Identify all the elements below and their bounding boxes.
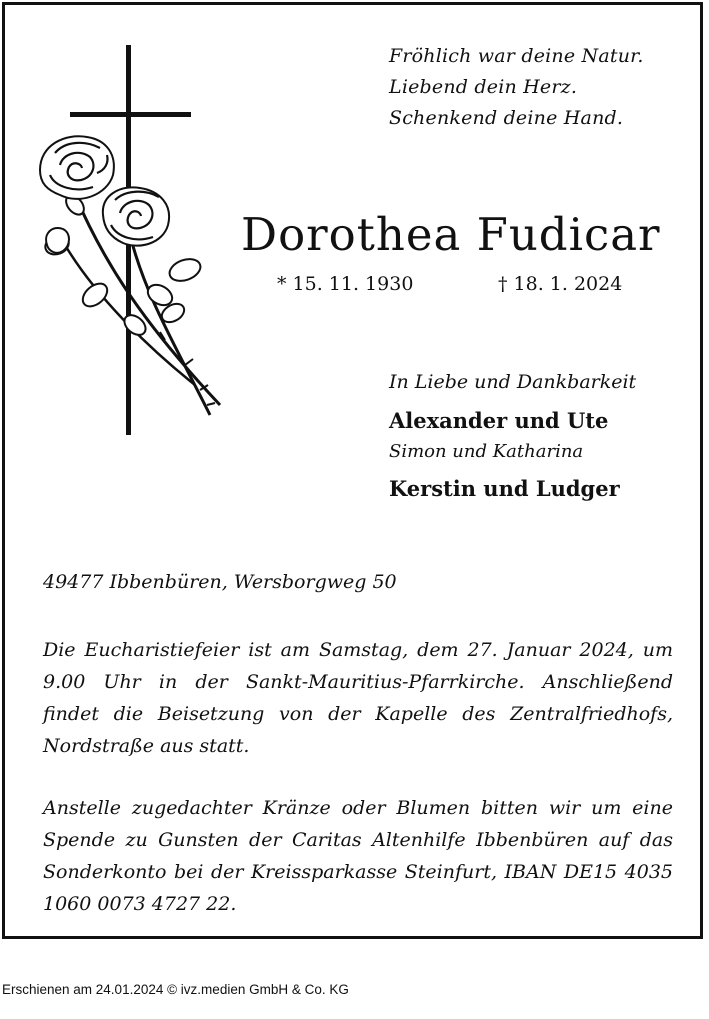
- motto: [389, 41, 644, 134]
- cross-with-roses-icon: [35, 45, 235, 440]
- family-member: Simon und Katharina: [389, 441, 584, 462]
- donation-request: Anstelle zugedachter Kränze oder Blumen bitten wir um eine Spende zu Gunsten der Caritas Altenhilfe Ibbenbüren auf das Sonderkonto bei der Kreissparkasse Steinfurt, IBAN DE15 4035 1060 0073 4727 22.: [43, 797, 673, 915]
- birth-date: * 15. 11. 1930: [277, 273, 414, 295]
- family-intro: In Liebe und Dankbarkeit: [389, 371, 637, 393]
- family-member: Kerstin und Ludger: [389, 476, 620, 501]
- publication-footer: Erschienen am 24.01.2024 © ivz.medien GmbH & Co. KG: [2, 982, 349, 997]
- motto-line: Fröhlich war deine Natur.: [389, 45, 644, 67]
- motto-line: Liebend dein Herz.: [389, 76, 578, 98]
- address: 49477 Ibbenbüren, Wersborgweg 50: [43, 571, 397, 593]
- family-member: Alexander und Ute: [389, 408, 609, 433]
- death-date: † 18. 1. 2024: [498, 273, 623, 295]
- obituary-frame: [2, 2, 703, 939]
- family-signature: [389, 368, 636, 507]
- motto-line: Schenkend deine Hand.: [389, 107, 624, 129]
- deceased-name: Dorothea Fudicar: [241, 208, 661, 261]
- service-announcement: Die Eucharistiefeier ist am Samstag, dem 27. Januar 2024, um 9.00 Uhr in der Sankt-Mauritius-Pfarrkirche. Anschließend findet die Beisetzung von der Kapelle des Zentralfriedhofs, Nordstraße aus statt.: [43, 639, 673, 757]
